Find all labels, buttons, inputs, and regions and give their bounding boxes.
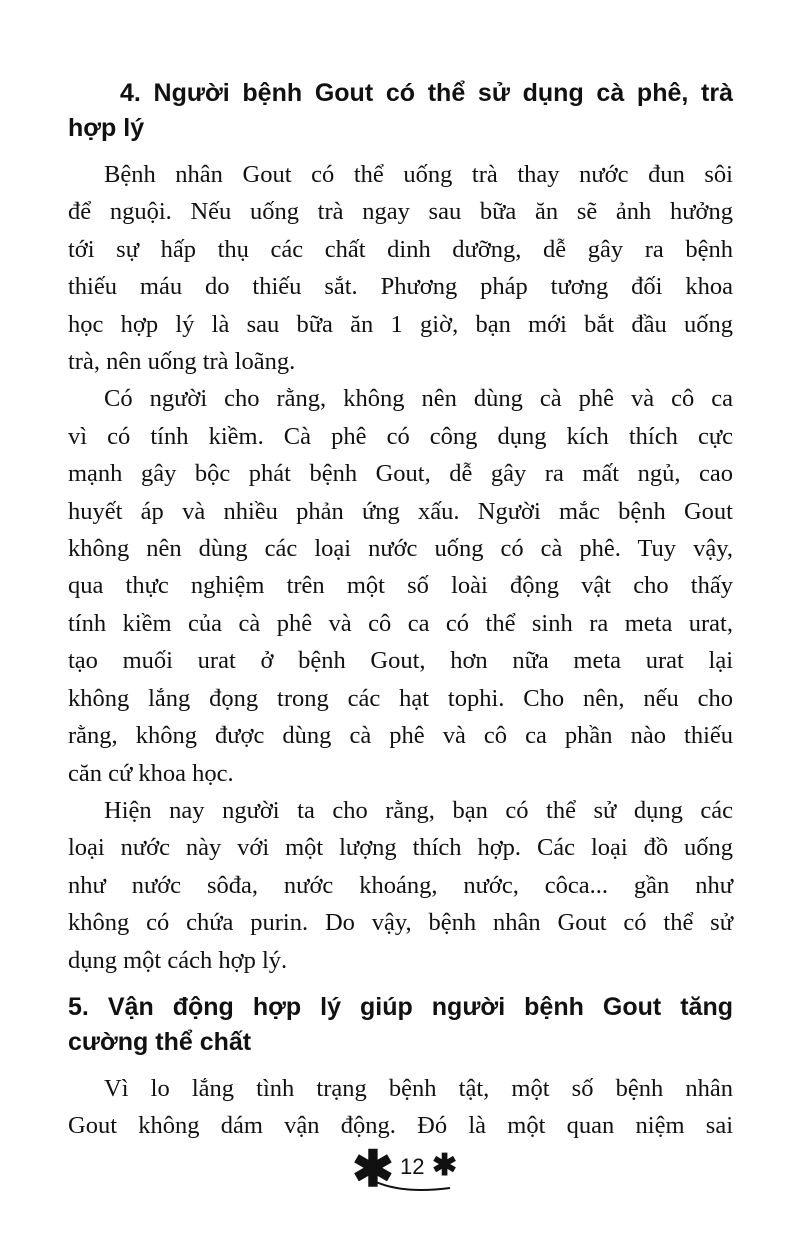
text-line: trà, nên uống trà loãng. bbox=[68, 348, 296, 376]
text-line: tính kiềm của cà phê và cô ca có thể sinh ra meta urat, bbox=[68, 609, 733, 637]
heading-line: 5. Vận động hợp lý giúp người bệnh Gout tăng bbox=[68, 992, 733, 1021]
text-line: Bệnh nhân Gout có thể uống trà thay nước đun sôi bbox=[104, 161, 733, 188]
heading-line: cường thể chất bbox=[68, 1027, 252, 1056]
text-line: không lắng đọng trong các hạt tophi. Cho nên, nếu cho bbox=[68, 684, 733, 712]
text-line: Gout không dám vận động. Đó là một quan niệm sai bbox=[68, 1112, 733, 1140]
page-number: 12 bbox=[400, 1154, 425, 1179]
section-4-paragraph-2 bbox=[68, 380, 733, 791]
section-4-heading bbox=[68, 76, 733, 146]
text-line: tạo muối urat ở bệnh Gout, hơn nữa meta urat lại bbox=[68, 647, 733, 675]
text-line: mạnh gây bộc phát bệnh Gout, dễ gây ra mất ngủ, cao bbox=[68, 460, 733, 488]
text-line: như nước sôđa, nước khoáng, nước, côca... gần như bbox=[68, 871, 733, 899]
text-line: Hiện nay người ta cho rằng, bạn có thể sử dụng các bbox=[104, 796, 733, 824]
text-line: tới sự hấp thụ các chất dinh dưỡng, dễ gây ra bệnh bbox=[68, 235, 733, 263]
text-line: Có người cho rằng, không nên dùng cà phê và cô ca bbox=[104, 385, 733, 413]
text-line: qua thực nghiệm trên một số loài động vật cho thấy bbox=[68, 572, 733, 600]
text-line: không nên dùng các loại nước uống có cà phê. Tuy vậy, bbox=[68, 535, 733, 563]
text-line: không có chứa purin. Do vậy, bệnh nhân Gout có thể sử bbox=[68, 909, 733, 937]
section-5-heading bbox=[68, 990, 733, 1060]
section-4-paragraph-1 bbox=[68, 156, 733, 380]
swoosh-ornament-icon bbox=[374, 1178, 454, 1194]
text-line: thiếu máu do thiếu sắt. Phương pháp tương đối khoa bbox=[68, 273, 733, 301]
text-line: học hợp lý là sau bữa ăn 1 giờ, bạn mới bắt đầu uống bbox=[68, 310, 733, 338]
text-line: rằng, không được dùng cà phê và cô ca phần nào thiếu bbox=[68, 722, 733, 750]
page-footer bbox=[352, 1141, 462, 1197]
text-line: loại nước này với một lượng thích hợp. Các loại đồ uống bbox=[68, 834, 733, 862]
text-line: để nguội. Nếu uống trà ngay sau bữa ăn sẽ ảnh hưởng bbox=[68, 198, 733, 226]
asterisk-ornament-icon: ✱ bbox=[432, 1149, 458, 1182]
text-line: huyết áp và nhiều phản ứng xấu. Người mắc bệnh Gout bbox=[68, 497, 733, 525]
section-5-paragraph-1 bbox=[68, 1070, 733, 1145]
text-line: dụng một cách hợp lý. bbox=[68, 946, 288, 974]
text-line: Vì lo lắng tình trạng bệnh tật, một số bệnh nhân bbox=[104, 1074, 733, 1102]
asterisk-ornament-icon: ✱ bbox=[352, 1141, 394, 1197]
heading-line: hợp lý bbox=[68, 114, 145, 142]
text-line: căn cứ khoa học. bbox=[68, 759, 234, 787]
text-line: vì có tính kiềm. Cà phê có công dụng kích thích cực bbox=[68, 422, 733, 450]
page-content bbox=[68, 76, 733, 1145]
section-4-paragraph-3 bbox=[68, 792, 733, 979]
heading-line: 4. Người bệnh Gout có thể sử dụng cà phê, trà bbox=[120, 79, 733, 107]
